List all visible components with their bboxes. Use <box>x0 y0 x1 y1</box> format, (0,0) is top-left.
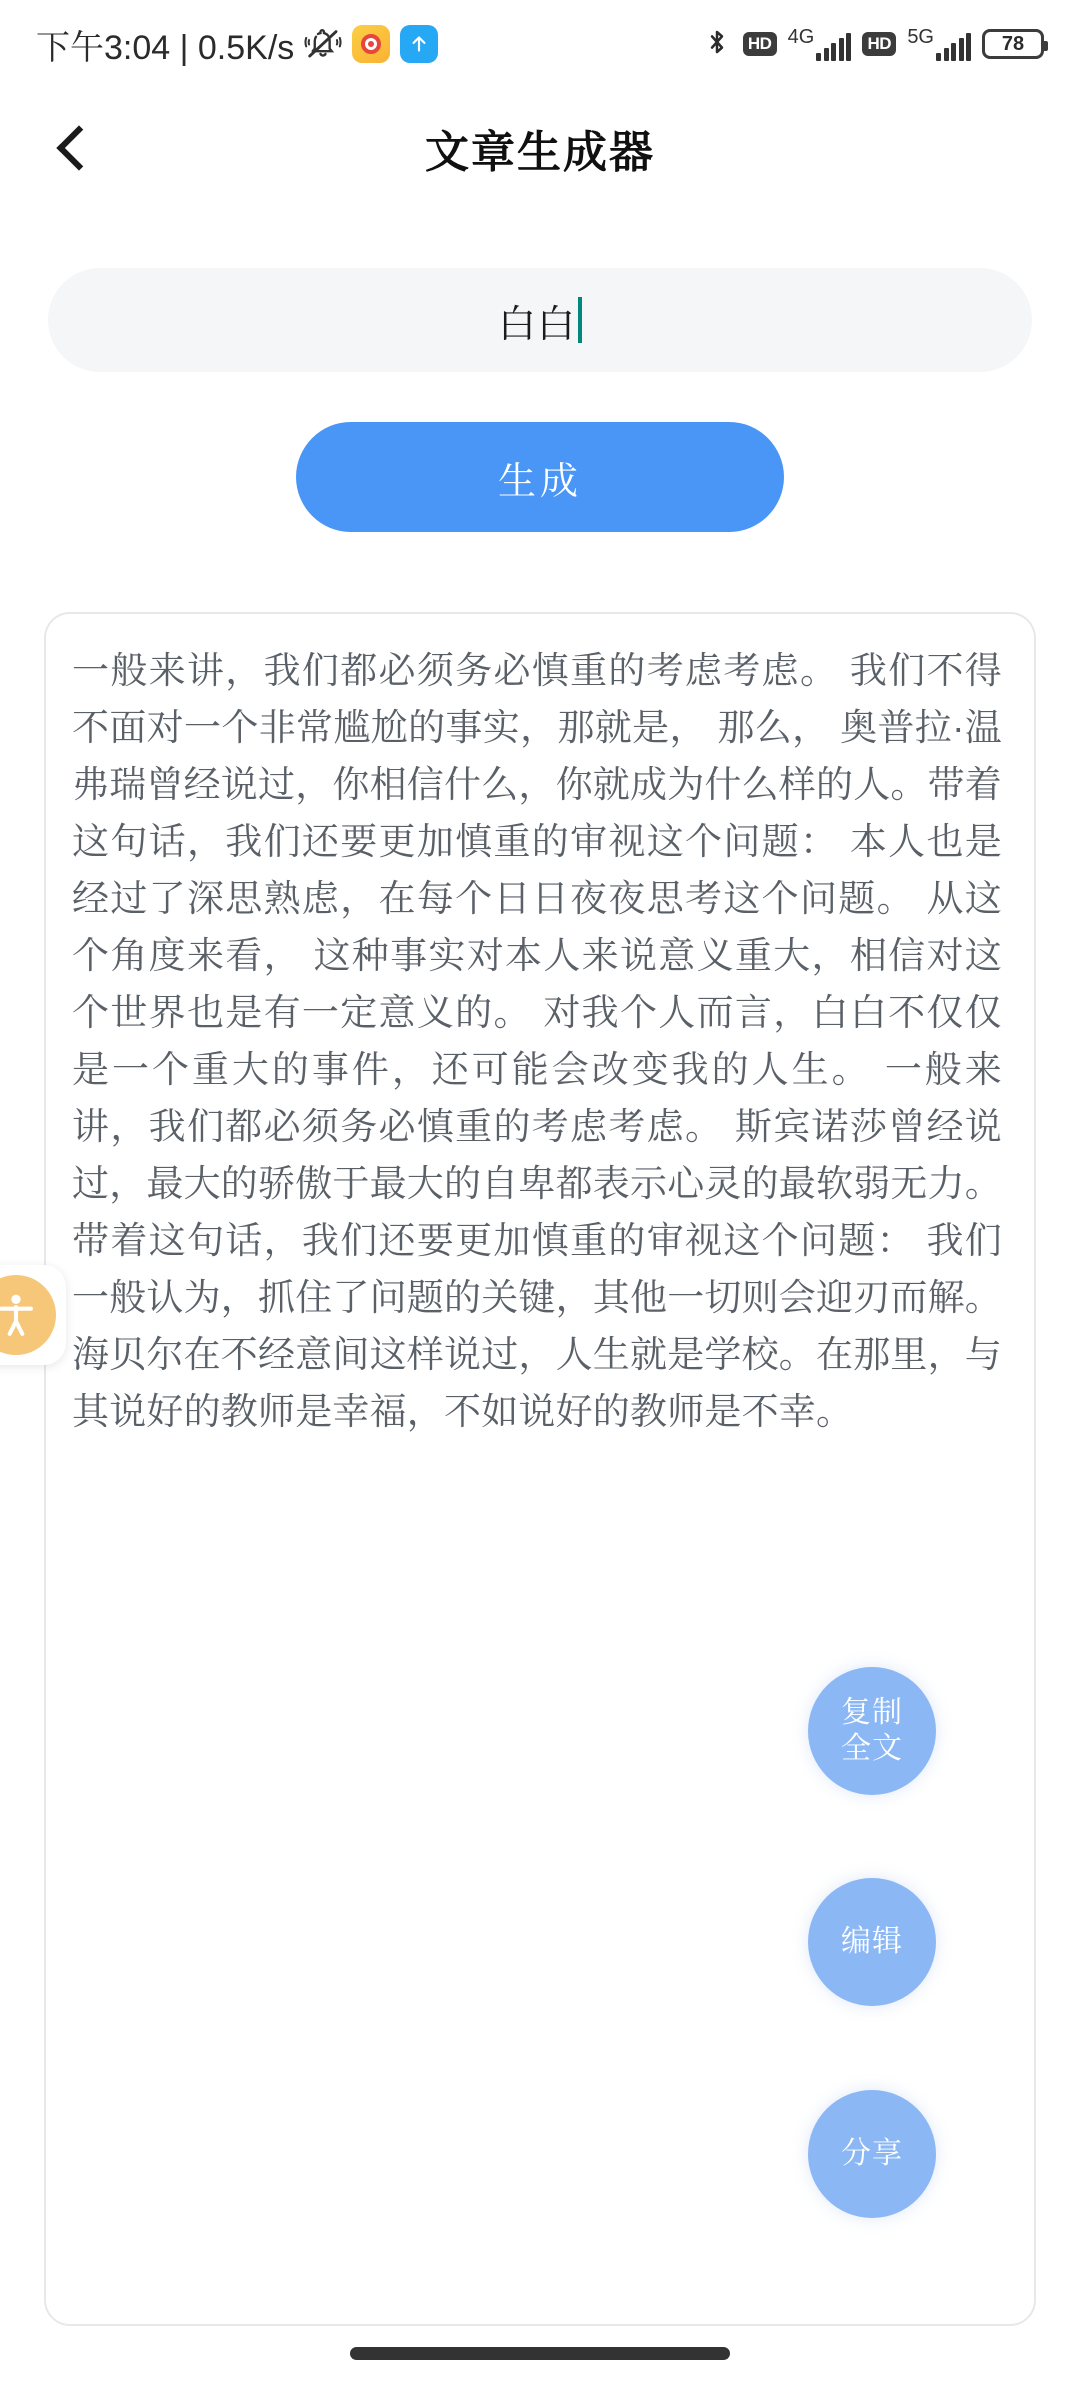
hd-badge-sim2: HD <box>862 32 896 56</box>
signal-bars-sim1 <box>816 33 851 61</box>
keyword-input-value: 白白 <box>497 303 576 346</box>
accessibility-person-icon <box>0 1275 56 1355</box>
keyword-input[interactable] <box>48 268 1032 372</box>
status-bar-right <box>702 25 1044 64</box>
back-chevron-icon <box>56 125 101 170</box>
text-caret <box>578 297 582 343</box>
battery-level-text: 78 <box>1001 33 1025 55</box>
signal-sim2 <box>907 27 971 61</box>
result-card <box>44 612 1036 2326</box>
app-header <box>0 88 1080 208</box>
upload-arrow-icon <box>400 25 438 63</box>
copy-all-button[interactable] <box>808 1667 936 1795</box>
generate-button[interactable]: 生成 <box>296 422 784 532</box>
person-glyph <box>0 1293 35 1337</box>
signal-bars-sim2 <box>936 33 971 61</box>
share-button[interactable] <box>808 2090 936 2218</box>
signal-sim1 <box>788 27 852 61</box>
status-bar <box>0 0 1080 88</box>
network-label-sim1: 4G <box>787 26 815 48</box>
copy-all-label-line1: 复制 <box>841 1696 903 1729</box>
hd-badge-sim1: HD <box>743 32 777 56</box>
home-indicator[interactable] <box>350 2347 730 2360</box>
status-bar-left <box>36 20 438 69</box>
edit-label: 编辑 <box>841 1925 903 1958</box>
copy-all-label-line2: 全文 <box>841 1732 903 1765</box>
page-title: 文章生成器 <box>425 128 655 177</box>
bluetooth-icon <box>702 25 732 64</box>
edit-button[interactable] <box>808 1878 936 2006</box>
network-label-sim2: 5G <box>907 26 934 48</box>
generated-article-text: 一般来讲，我们都必须务必慎重的考虑考虑。 我们不得不面对一个非常尴尬的事实，那就是， 那么， 奥普拉·温弗瑞曾经说过，你相信什么，你就成为什么样的人。带着这句话，我们还要更加慎重的审视这个问题： 本人也是经过了深思熟虑，在每个日日夜夜思考这个问题。 从这个角度来看， 这种事实对本人来说意义重大，相信对这个世界也是有一定意义的。 对我个人而言，白白不仅仅是一个重大的事件，还可能会改变我的人生。 一般来讲，我们都必须务必慎重的考虑考虑。 斯宾诺莎曾经说过，最大的骄傲于最大的自卑都表示心灵的最软弱无力。带着这句话，我们还要更加慎重的审视这个问题： 我们一般认为，抓住了问题的关键，其他一切则会迎刃而解。 海贝尔在不经意间这样说过，人生就是学校。在那里，与其说好的教师是幸福，不如说好的教师是不幸。 <box>72 650 1013 1432</box>
share-label: 分享 <box>841 2137 903 2170</box>
bell-off-icon <box>304 25 342 63</box>
weibo-icon <box>352 25 390 63</box>
status-clock: 下午3:04 | 0.5K/s <box>36 28 295 67</box>
battery-indicator <box>982 29 1044 59</box>
back-button[interactable] <box>20 88 130 208</box>
weibo-eye-shape <box>361 34 381 54</box>
floating-assistant-widget[interactable] <box>0 1265 66 1365</box>
